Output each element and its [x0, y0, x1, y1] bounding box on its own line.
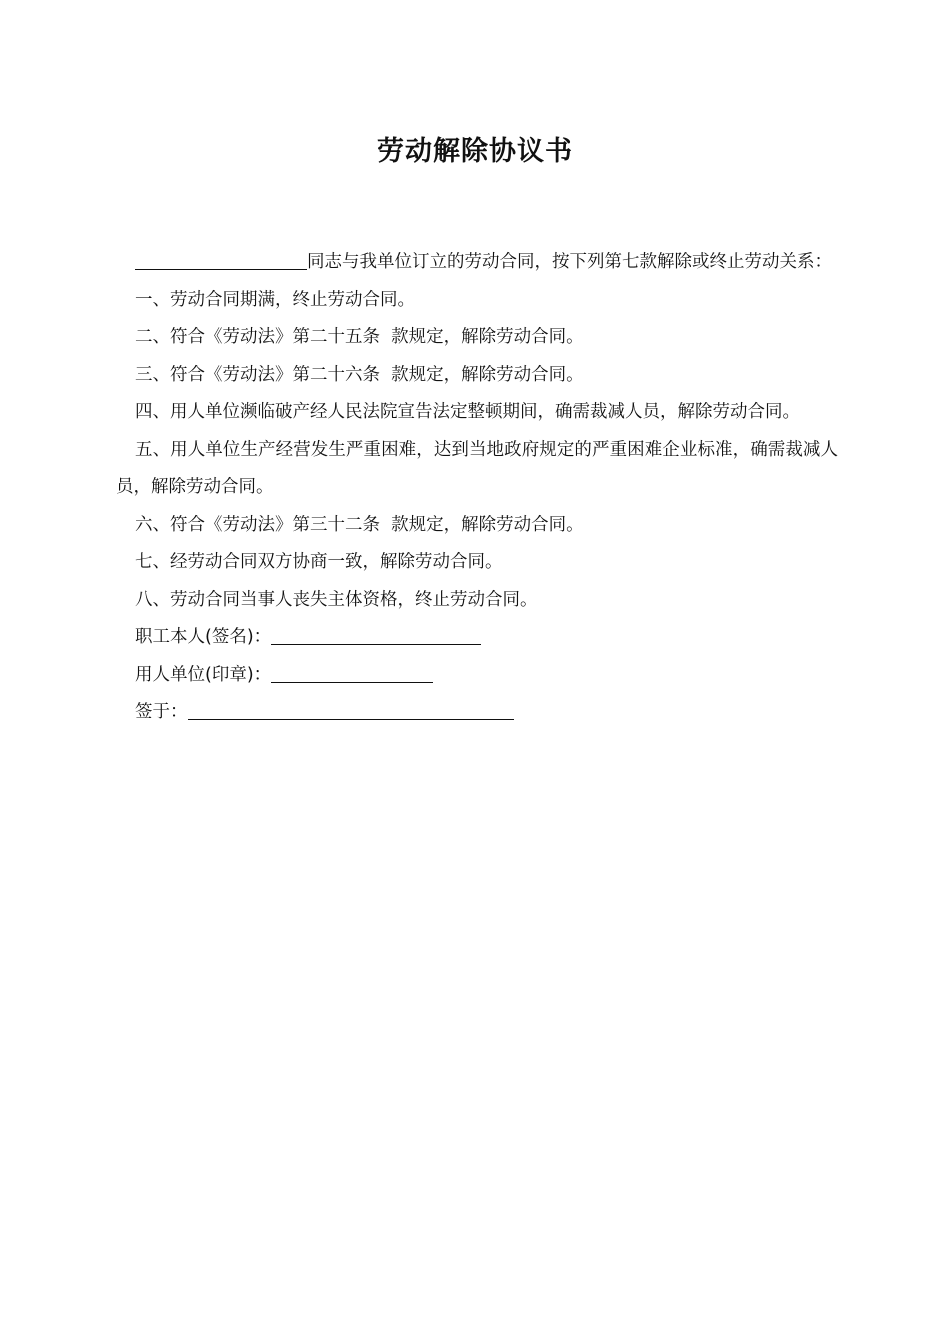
employee-name-blank[interactable] — [135, 247, 307, 270]
clause-6: 六、符合《劳动法》第三十二条 款规定，解除劳动合同。 — [135, 514, 584, 535]
employee-signature-blank[interactable] — [271, 622, 481, 645]
date-blank[interactable] — [188, 697, 514, 720]
clause-4: 四、用人单位濒临破产经人民法院宣告法定整顿期间，确需裁减人员，解除劳动合同。 — [135, 402, 800, 422]
clause-5: 五、用人单位生产经营发生严重困难，达到当地政府规定的严重困难企业标准，确需裁减人员，解除劳动合同。 — [116, 439, 838, 497]
clause-1: 一、劳动合同期满，终止劳动合同。 — [135, 289, 415, 310]
intro-paragraph — [116, 244, 838, 282]
document-body — [116, 244, 838, 732]
date-label: 签于： — [135, 702, 188, 722]
clause-2: 二、符合《劳动法》第二十五条 款规定，解除劳动合同。 — [135, 327, 584, 347]
employer-seal-blank[interactable] — [271, 660, 433, 683]
employer-seal-label: 用人单位(印章)： — [135, 664, 272, 685]
date-line — [116, 694, 838, 732]
intro-text: 同志与我单位订立的劳动合同，按下列第七款解除或终止劳动关系： — [307, 252, 832, 272]
clause-3: 三、符合《劳动法》第二十六条 款规定，解除劳动合同。 — [135, 364, 584, 385]
employer-seal-line — [116, 657, 838, 695]
employee-signature-label: 职工本人(签名)： — [135, 627, 272, 647]
document-title: 劳动解除协议书 — [377, 136, 573, 167]
clause-8: 八、劳动合同当事人丧失主体资格，终止劳动合同。 — [135, 589, 538, 610]
clause-7: 七、经劳动合同双方协商一致，解除劳动合同。 — [135, 552, 503, 572]
employee-signature-line — [116, 619, 838, 657]
